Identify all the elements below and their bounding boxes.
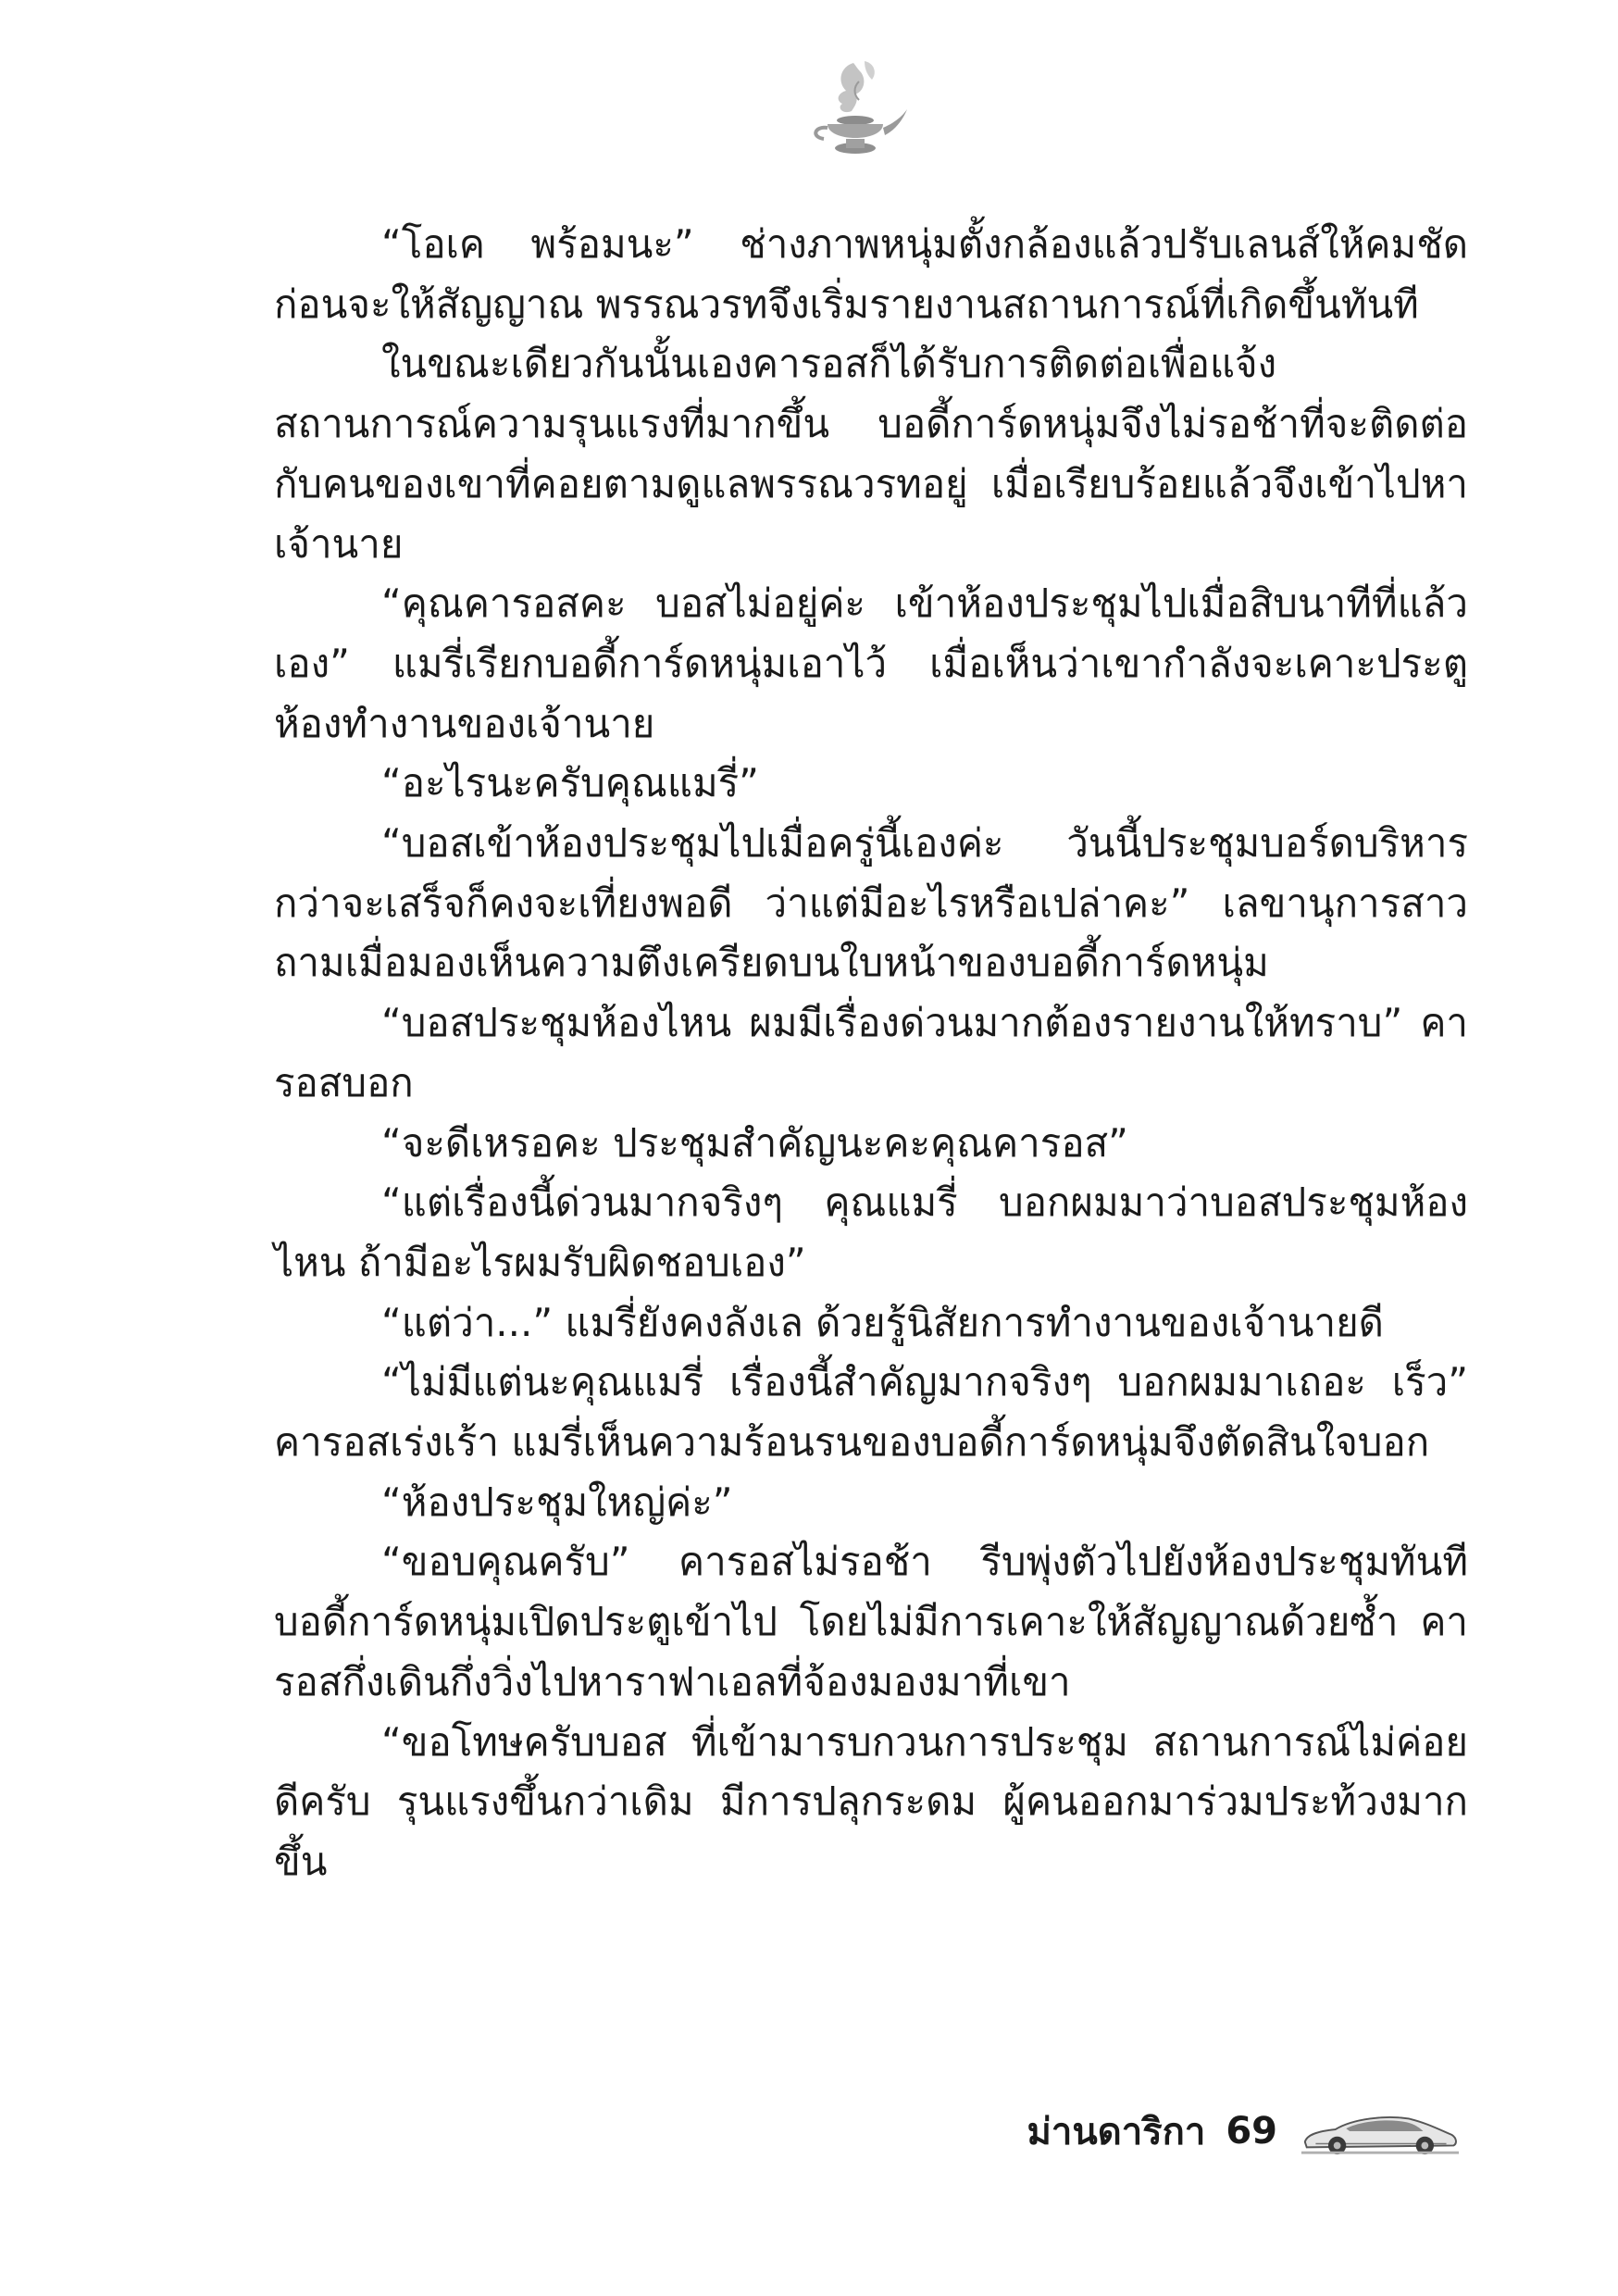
page-number: 69 xyxy=(1226,2110,1277,2152)
paragraph: “ขอโทษครับบอส ที่เข้ามารบกวนการประชุม สถานการณ์ไม่ค่อยดีครับ รุนแรงขึ้นกว่าเดิม มีการปลุกระดม ผู้คนออกมาร่วมประท้วงมากขึ้น xyxy=(274,1718,1468,1884)
paragraph: “ไม่มีแต่นะคุณแมรี่ เรื่องนี้สำคัญมากจริงๆ บอกผมมาเถอะ เร็ว” คารอสเร่งเร้า แมรี่เห็นความร้อนรนของบอดี้การ์ดหนุ่มจึงตัดสินใจบอก xyxy=(274,1359,1468,1466)
sports-car-icon xyxy=(1298,2104,1462,2158)
paragraph: “คุณคารอสคะ บอสไม่อยู่ค่ะ เข้าห้องประชุมไปเมื่อสิบนาทีที่แล้วเอง” แมรี่เรียกบอดี้การ์ดหนุ่มเอาไว้ เมื่อเห็นว่าเขากำลังจะเคาะประตูห้องทำงานของเจ้านาย xyxy=(274,580,1468,746)
paragraph: “แต่ว่า...” แมรี่ยังคงลังเล ด้วยรู้นิสัยการทำงานของเจ้านายดี xyxy=(381,1299,1384,1345)
story-text xyxy=(274,215,1468,1892)
paragraph: “ห้องประชุมใหญ่ค่ะ” xyxy=(381,1479,733,1525)
paragraph: “ขอบคุณครับ” คารอสไม่รอช้า รีบพุ่งตัวไปยังห้องประชุมทันที บอดี้การ์ดหนุ่มเปิดประตูเข้าไป โดยไม่มีการเคาะให้สัญญาณด้วยซ้ำ คารอสกึ่งเดินกึ่งวิ่งไปหาราฟาเอลที่จ้องมองมาที่เขา xyxy=(274,1539,1468,1704)
paragraph: ในขณะเดียวกันนั้นเองคารอสก็ได้รับการติดต่อเพื่อแจ้งสถานการณ์ความรุนแรงที่มากขึ้น บอดี้การ์ดหนุ่มจึงไม่รอช้าที่จะติดต่อกับคนของเขาที่คอยตามดูแลพรรณวรทอยู่ เมื่อเรียบร้อยแล้วจึงเข้าไปหาเจ้านาย xyxy=(274,341,1468,567)
book-title: ม่านดาริกา xyxy=(1027,2111,1206,2153)
paragraph: “บอสเข้าห้องประชุมไปเมื่อครู่นี้เองค่ะ วันนี้ประชุมบอร์ดบริหารกว่าจะเสร็จก็คงจะเที่ยงพอดี ว่าแต่มีอะไรหรือเปล่าคะ” เลขานุการสาวถามเมื่อมองเห็นความตึงเครียดบนใบหน้าของบอดี้การ์ดหนุ่ม xyxy=(274,820,1468,986)
paragraph: “อะไรนะครับคุณแมรี่” xyxy=(381,760,759,806)
paragraph: “บอสประชุมห้องไหน ผมมีเรื่องด่วนมากต้องรายงานให้ทราบ” คารอสบอก xyxy=(274,1000,1468,1105)
genie-lamp-icon xyxy=(800,54,911,165)
paragraph: “แต่เรื่องนี้ด่วนมากจริงๆ คุณแมรี่ บอกผมมาว่าบอสประชุมห้องไหน ถ้ามีอะไรผมรับผิดชอบเอง” xyxy=(274,1179,1468,1285)
page-footer xyxy=(1027,2094,1462,2168)
paragraph: “จะดีเหรอคะ ประชุมสำคัญนะคะคุณคารอส” xyxy=(381,1119,1128,1166)
paragraph: “โอเค พร้อมนะ” ช่างภาพหนุ่มตั้งกล้องแล้วปรับเลนส์ให้คมชัดก่อนจะให้สัญญาณ พรรณวรทจึงเริ่มรายงานสถานการณ์ที่เกิดขึ้นทันที xyxy=(274,221,1468,327)
